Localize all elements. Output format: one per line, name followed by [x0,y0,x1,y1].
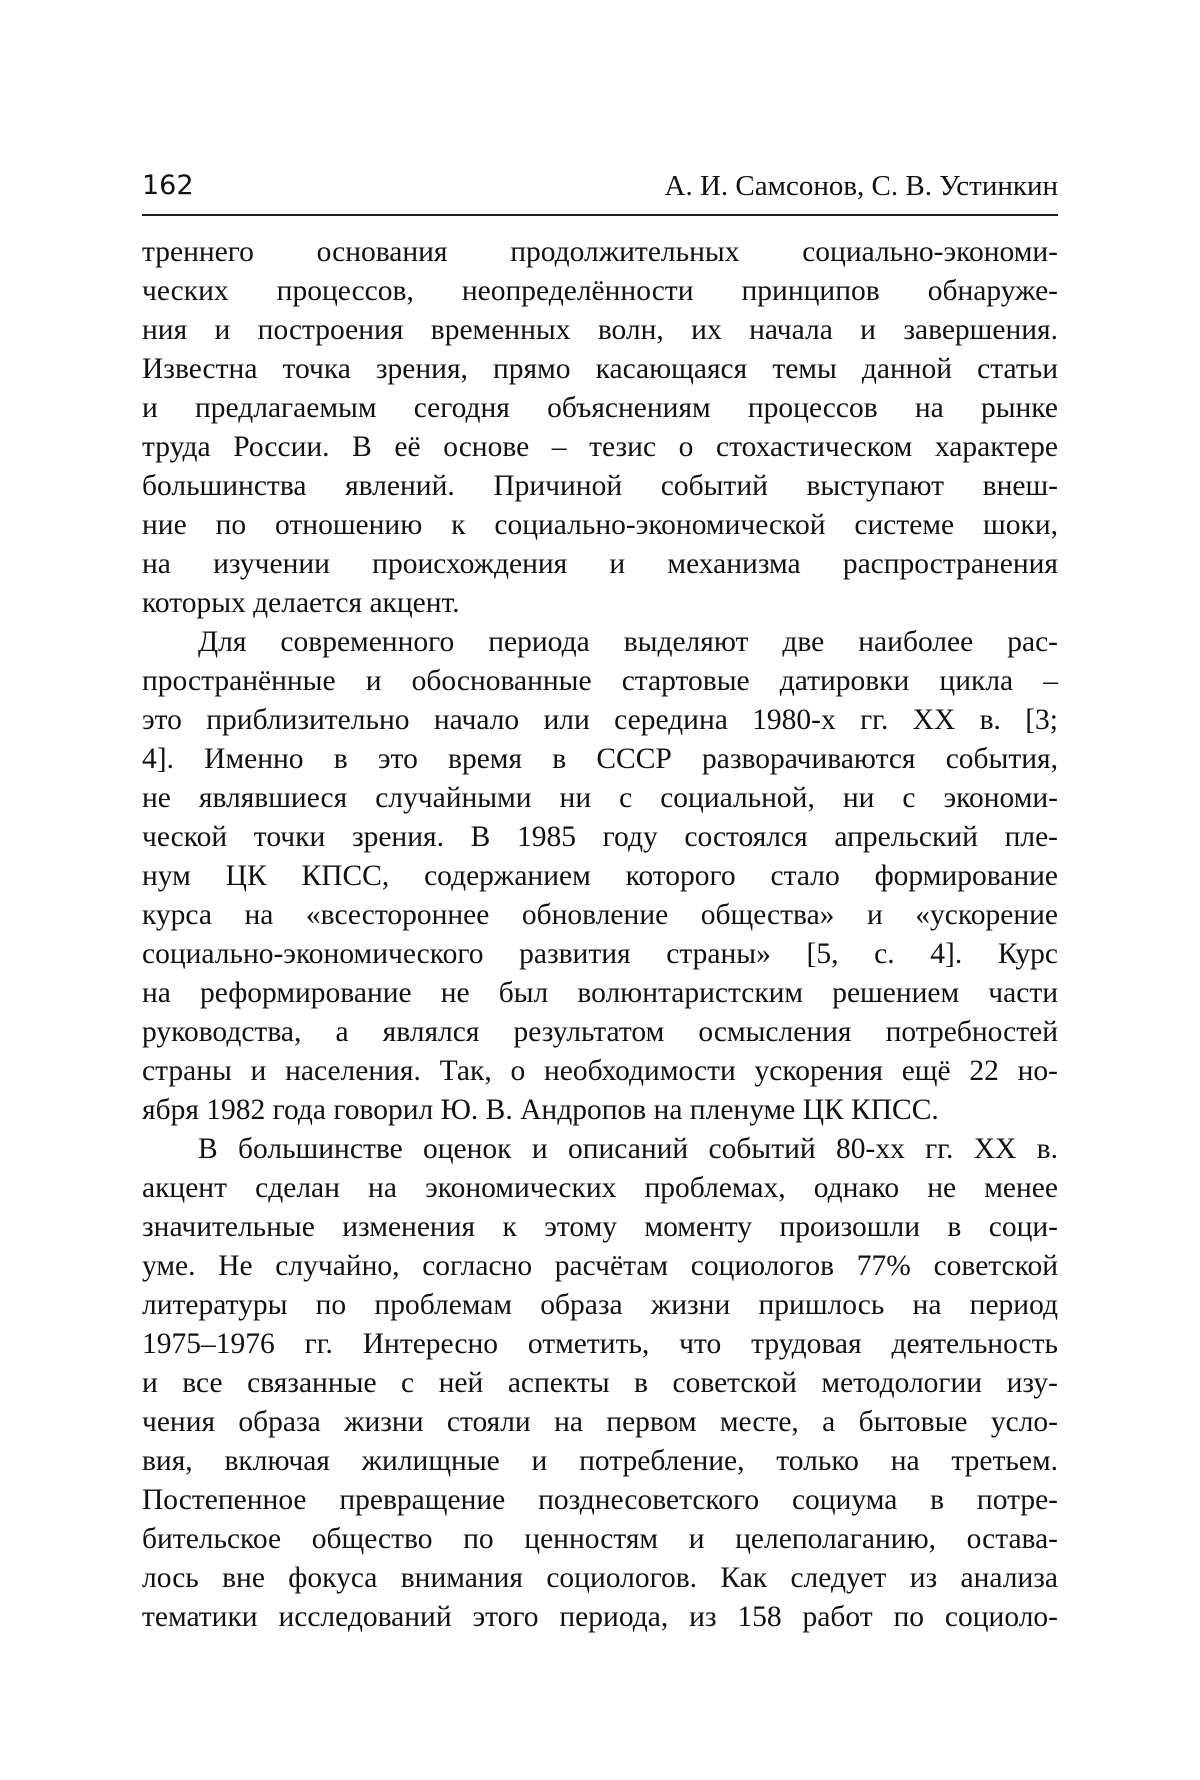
text-line: Постепенное превращение позднесоветского социума в потре- [142,1484,1058,1516]
text-line: и все связанные с ней аспекты в советской методологии изу- [142,1367,1058,1399]
text-line: социально-экономического развития страны» [5, с. 4]. Курс [142,938,1058,970]
text-line: большинства явлений. Причиной событий выступают внеш- [142,470,1058,502]
text-line: акцент сделан на экономических проблемах, однако не менее [142,1172,1058,1204]
header-rule [142,214,1058,216]
paragraph-1 [142,233,1058,623]
text-line: чения образа жизни стояли на первом месте, а бытовые усло- [142,1406,1058,1438]
text-line: значительные изменения к этому моменту произошли в соци- [142,1211,1058,1243]
text-line: не являвшиеся случайными ни с социальной, ни с экономи- [142,782,1058,814]
text-line: тематики исследований этого периода, из 158 работ по социоло- [142,1601,1058,1633]
text-line: ческой точки зрения. В 1985 году состоялся апрельский пле- [142,821,1058,853]
text-line: уме. Не случайно, согласно расчётам социологов 77% советской [142,1250,1058,1282]
text-line: пространённые и обоснованные стартовые датировки цикла – [142,665,1058,697]
text-line: лось вне фокуса внимания социологов. Как следует из анализа [142,1562,1058,1594]
text-line: ния и построения временных волн, их начала и завершения. [142,314,1058,346]
text-line: ние по отношению к социально-экономической системе шоки, [142,509,1058,541]
text-line: Для современного периода выделяют две наиболее рас- [198,626,1058,658]
paragraph-3 [142,1130,1058,1637]
text-line: ября 1982 года говорил Ю. В. Андропов на пленуме ЦК КПСС. [142,1094,939,1126]
text-line: бительское общество по ценностям и целеполаганию, остава- [142,1523,1058,1555]
text-line: литературы по проблемам образа жизни пришлось на период [142,1289,1058,1321]
page-number: 162 [142,170,194,201]
text-line: которых делается акцент. [142,587,460,619]
body-text [142,233,1058,1637]
text-line: страны и населения. Так, о необходимости ускорения ещё 22 но- [142,1055,1058,1087]
text-line: Известна точка зрения, прямо касающаяся темы данной статьи [142,353,1058,385]
text-line: на реформирование не был волюнтаристским решением части [142,977,1058,1009]
running-head-authors: А. И. Самсонов, С. В. Устинкин [664,170,1058,202]
text-line: треннего основания продолжительных социально-экономи- [142,236,1058,268]
paragraph-2 [142,623,1058,1130]
text-line: курса на «всестороннее обновление общества» и «ускорение [142,899,1058,931]
text-line: вия, включая жилищные и потребление, только на третьем. [142,1445,1058,1477]
text-line: и предлагаемым сегодня объяснениям процессов на рынке [142,392,1058,424]
text-line: на изучении происхождения и механизма распространения [142,548,1058,580]
text-line: В большинстве оценок и описаний событий 80-хх гг. XX в. [198,1133,1058,1165]
text-line: это приблизительно начало или середина 1980-х гг. XX в. [3; [142,704,1058,736]
text-line: труда России. В её основе – тезис о стохастическом характере [142,431,1058,463]
page-header [142,166,1058,210]
text-line: 4]. Именно в это время в СССР разворачиваются события, [142,743,1058,775]
text-line: ческих процессов, неопределённости принципов обнаруже- [142,275,1058,307]
text-line: руководства, а являлся результатом осмысления потребностей [142,1016,1058,1048]
text-line: нум ЦК КПСС, содержанием которого стало формирование [142,860,1058,892]
text-line: 1975–1976 гг. Интересно отметить, что трудовая деятельность [142,1328,1058,1360]
